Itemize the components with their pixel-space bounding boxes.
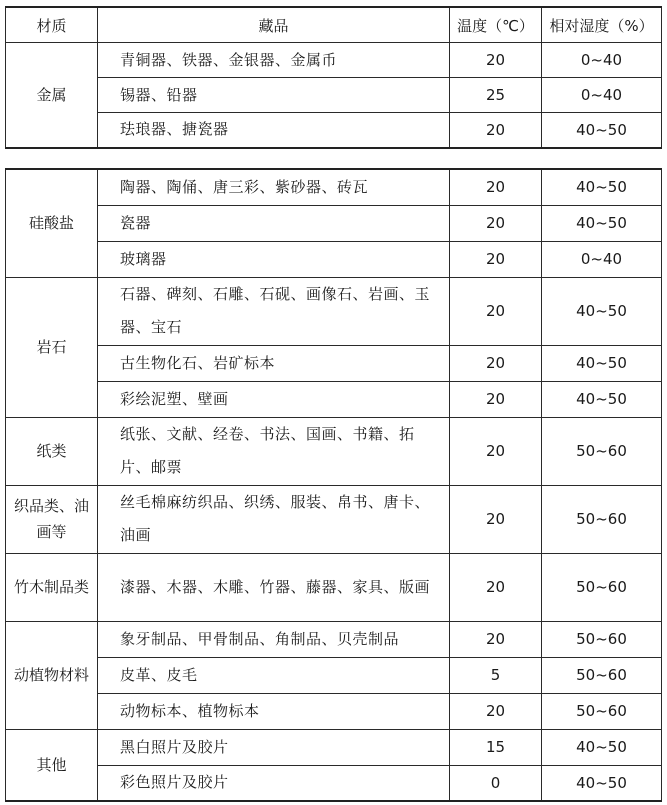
table-row <box>6 729 662 765</box>
collection-cell: 玻璃器 <box>98 241 450 277</box>
material-cell: 硅酸盐 <box>6 169 98 277</box>
humidity-cell: 40~50 <box>542 113 662 148</box>
table-row <box>6 169 662 205</box>
table-row <box>6 241 662 277</box>
header-material: 材质 <box>6 7 98 43</box>
humidity-cell: 40~50 <box>542 345 662 381</box>
temperature-cell: 20 <box>450 277 542 345</box>
humidity-cell: 0~40 <box>542 241 662 277</box>
table-row <box>6 657 662 693</box>
table-row <box>6 621 662 657</box>
table-row <box>6 78 662 113</box>
temperature-cell: 20 <box>450 205 542 241</box>
temperature-cell: 20 <box>450 113 542 148</box>
temperature-cell: 5 <box>450 657 542 693</box>
temperature-cell: 20 <box>450 43 542 78</box>
header-row <box>6 7 662 43</box>
humidity-cell: 40~50 <box>542 169 662 205</box>
collection-cell: 漆器、木器、木雕、竹器、藤器、家具、版画 <box>98 553 450 621</box>
temperature-cell: 20 <box>450 169 542 205</box>
temperature-cell: 20 <box>450 485 542 553</box>
collection-cell: 青铜器、铁器、金银器、金属币 <box>98 43 450 78</box>
table-row <box>6 345 662 381</box>
collection-cell: 象牙制品、甲骨制品、角制品、贝壳制品 <box>98 621 450 657</box>
humidity-cell: 50~60 <box>542 553 662 621</box>
table-row <box>6 765 662 801</box>
material-cell: 动植物材料 <box>6 621 98 729</box>
humidity-cell: 50~60 <box>542 485 662 553</box>
temperature-cell: 20 <box>450 417 542 485</box>
temperature-cell: 20 <box>450 381 542 417</box>
collection-cell: 丝毛棉麻纺织品、织绣、服装、帛书、唐卡、油画 <box>98 485 450 553</box>
header-humidity: 相对湿度（%） <box>542 7 662 43</box>
material-cell: 织品类、油画等 <box>6 485 98 553</box>
table-row <box>6 113 662 148</box>
collection-cell: 纸张、文献、经卷、书法、国画、书籍、拓片、邮票 <box>98 417 450 485</box>
humidity-cell: 40~50 <box>542 765 662 801</box>
humidity-cell: 0~40 <box>542 78 662 113</box>
header-collection: 藏品 <box>98 7 450 43</box>
collection-cell: 古生物化石、岩矿标本 <box>98 345 450 381</box>
humidity-cell: 50~60 <box>542 657 662 693</box>
table-row <box>6 277 662 345</box>
temperature-cell: 0 <box>450 765 542 801</box>
humidity-cell: 40~50 <box>542 729 662 765</box>
temperature-cell: 20 <box>450 693 542 729</box>
material-cell: 其他 <box>6 729 98 801</box>
material-cell: 岩石 <box>6 277 98 417</box>
table-row <box>6 417 662 485</box>
collection-cell: 陶器、陶俑、唐三彩、紫砂器、砖瓦 <box>98 169 450 205</box>
table-row <box>6 43 662 78</box>
collection-cell: 珐琅器、搪瓷器 <box>98 113 450 148</box>
table-row <box>6 693 662 729</box>
table-row <box>6 553 662 621</box>
table-row <box>6 381 662 417</box>
collection-cell: 瓷器 <box>98 205 450 241</box>
collection-cell: 彩色照片及胶片 <box>98 765 450 801</box>
collection-cell: 石器、碑刻、石雕、石砚、画像石、岩画、玉器、宝石 <box>98 277 450 345</box>
temperature-cell: 15 <box>450 729 542 765</box>
storage-table-top <box>5 6 662 149</box>
material-cell: 纸类 <box>6 417 98 485</box>
collection-cell: 彩绘泥塑、壁画 <box>98 381 450 417</box>
temperature-cell: 20 <box>450 553 542 621</box>
humidity-cell: 50~60 <box>542 417 662 485</box>
humidity-cell: 50~60 <box>542 693 662 729</box>
humidity-cell: 40~50 <box>542 381 662 417</box>
humidity-cell: 40~50 <box>542 205 662 241</box>
collection-cell: 锡器、铅器 <box>98 78 450 113</box>
humidity-cell: 0~40 <box>542 43 662 78</box>
temperature-cell: 25 <box>450 78 542 113</box>
header-temperature: 温度（℃） <box>450 7 542 43</box>
temperature-cell: 20 <box>450 621 542 657</box>
storage-table-bottom <box>5 168 662 802</box>
table-row <box>6 205 662 241</box>
collection-cell: 皮革、皮毛 <box>98 657 450 693</box>
collection-cell: 动物标本、植物标本 <box>98 693 450 729</box>
material-cell: 竹木制品类 <box>6 553 98 621</box>
temperature-cell: 20 <box>450 241 542 277</box>
temperature-cell: 20 <box>450 345 542 381</box>
table-row <box>6 485 662 553</box>
humidity-cell: 50~60 <box>542 621 662 657</box>
humidity-cell: 40~50 <box>542 277 662 345</box>
collection-cell: 黑白照片及胶片 <box>98 729 450 765</box>
material-cell: 金属 <box>6 43 98 148</box>
